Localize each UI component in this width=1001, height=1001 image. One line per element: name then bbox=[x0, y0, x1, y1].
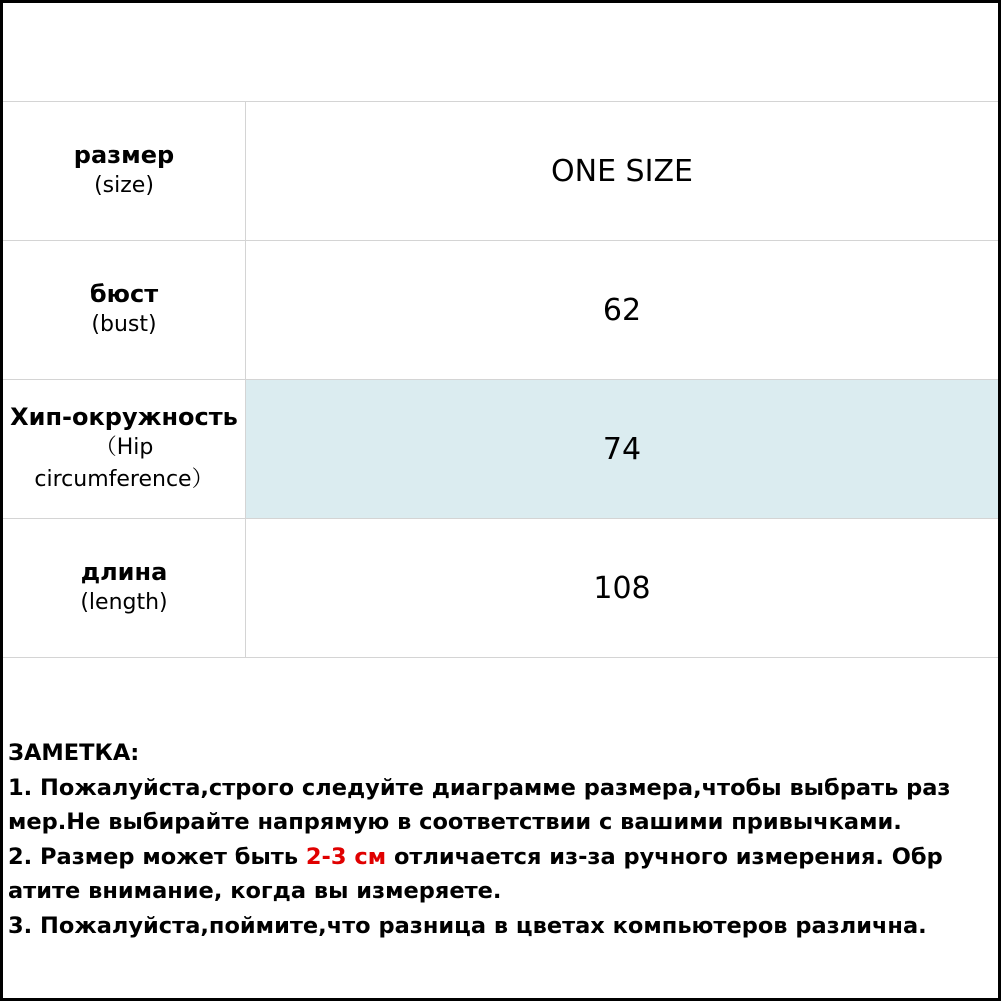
row-sublabel: (size) bbox=[94, 173, 154, 198]
row-value-cell-highlighted bbox=[246, 380, 999, 519]
table-row-size bbox=[3, 102, 998, 241]
row-label-cell bbox=[3, 241, 246, 380]
row-sublabel-line1: （Hip bbox=[94, 435, 154, 460]
row-sublabel: (bust) bbox=[91, 312, 157, 337]
row-label: размер bbox=[73, 141, 175, 169]
row-value-cell bbox=[246, 519, 999, 658]
note-1-line-2: мер.Не выбирайте напрямую в соответствии с вашими привычками. bbox=[8, 809, 902, 835]
row-sublabel-line2: circumference） bbox=[34, 467, 214, 492]
row-label-cell bbox=[3, 102, 246, 241]
notes-section bbox=[8, 736, 998, 943]
row-value: ONE SIZE bbox=[551, 153, 693, 189]
row-sublabel: (length) bbox=[80, 590, 168, 615]
table-row-hip bbox=[3, 380, 998, 519]
row-label: бюст bbox=[89, 280, 159, 308]
note-1-line-1: 1. Пожалуйста,строго следуйте диаграмме размера,чтобы выбрать раз bbox=[8, 774, 951, 801]
row-label: длина bbox=[80, 558, 168, 586]
row-label: Хип-окружность bbox=[10, 403, 238, 431]
size-table bbox=[3, 101, 998, 658]
row-value: 108 bbox=[593, 570, 651, 606]
note-2-text-post: отличается из-за ручного измерения. Обр bbox=[386, 843, 943, 870]
row-value-cell bbox=[246, 102, 999, 241]
table-row-length bbox=[3, 519, 998, 658]
notes-title: ЗАМЕТКА: bbox=[8, 740, 140, 766]
note-3: 3. Пожалуйста,поймите,что разница в цветах компьютеров различна. bbox=[8, 912, 927, 939]
note-2-line-1 bbox=[8, 840, 998, 875]
note-2-highlight: 2-3 см bbox=[305, 843, 387, 870]
row-value-cell bbox=[246, 241, 999, 380]
row-value: 74 bbox=[602, 431, 642, 467]
note-2-text-pre: 2. Размер может быть bbox=[8, 843, 306, 870]
row-label-cell bbox=[3, 519, 246, 658]
row-label-cell bbox=[3, 380, 246, 519]
row-value: 62 bbox=[602, 292, 642, 328]
note-2-line-2: атите внимание, когда вы измеряете. bbox=[8, 878, 502, 904]
table-row-bust bbox=[3, 241, 998, 380]
